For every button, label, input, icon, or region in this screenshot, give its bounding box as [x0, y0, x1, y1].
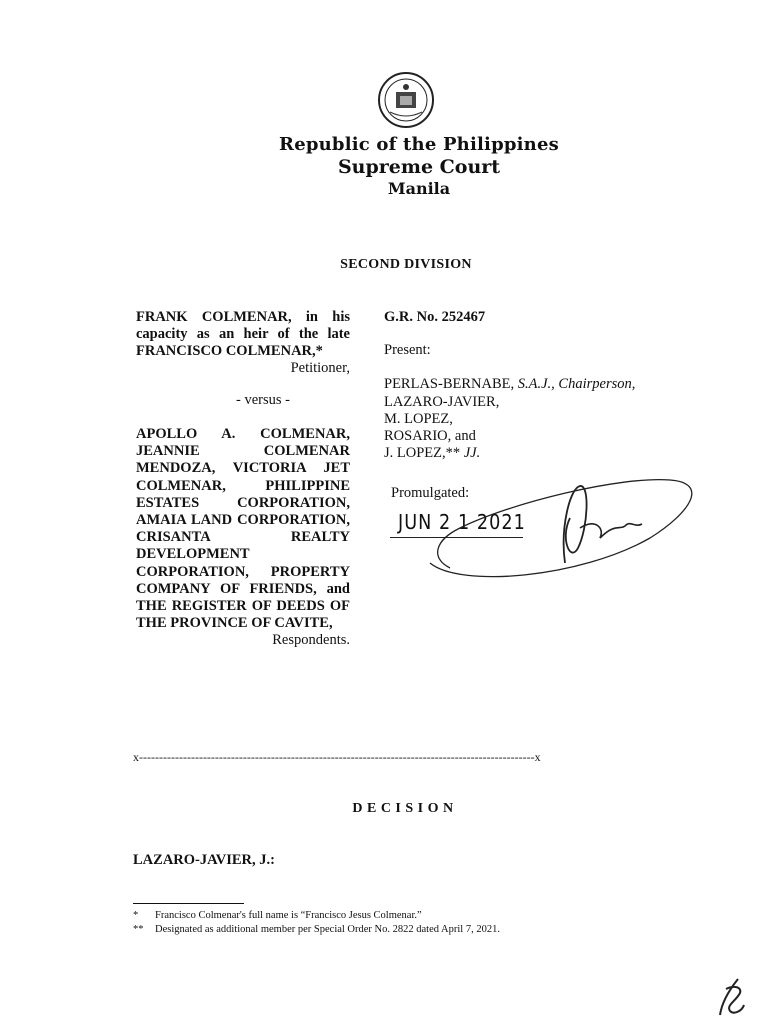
- footnote-mark: **: [133, 924, 144, 935]
- decision-title: DECISION: [352, 801, 458, 816]
- present-label: Present:: [384, 342, 431, 359]
- handwritten-initial-icon: [712, 975, 752, 1019]
- footnote-text: Designated as additional member per Special Order No. 2822 dated April 7, 2021.: [155, 924, 500, 935]
- petitioner-role: Petitioner,: [290, 360, 350, 376]
- bench-member: PERLAS-BERNABE, S.A.J., Chairperson,: [384, 376, 636, 393]
- header-supreme-court: Supreme Court: [337, 156, 501, 178]
- bench-member: ROSARIO, and: [384, 428, 476, 445]
- caption-separator: x---------------------------------------------------------------------------------------------------x: [133, 750, 541, 764]
- supreme-court-seal-icon: [376, 70, 436, 130]
- header-republic: Republic of the Philippines: [279, 134, 559, 155]
- clerk-signature-icon: [420, 468, 710, 598]
- gr-number: G.R. No. 252467: [384, 309, 486, 325]
- respondents-text: APOLLO A. COLMENAR, JEANNIE COLMENAR MENDOZA, VICTORIA JET COLMENAR, PHILIPPINE ESTATES CORPORATION, AMAIA LAND CORPORATION, CRISANTA REALTY DEVELOPMENT CORPORATION, PROPERTY COMPANY OF FRIENDS, and THE REGISTER OF DEEDS OF THE PROVINCE OF CAVITE,: [136, 426, 350, 632]
- footnote-rule: [133, 903, 244, 904]
- footnote-mark: *: [133, 910, 139, 921]
- promulgated-date-stamp: JUN 2 1 2021: [398, 510, 526, 534]
- versus-label: - versus -: [236, 392, 290, 408]
- division-title: SECOND DIVISION: [340, 257, 472, 272]
- header-manila: Manila: [387, 179, 451, 198]
- bench-member: M. LOPEZ,: [384, 410, 453, 427]
- promulgated-label: Promulgated:: [391, 485, 470, 501]
- ponente: LAZARO-JAVIER, J.:: [133, 852, 275, 868]
- bench-member: LAZARO-JAVIER,: [384, 393, 500, 410]
- footnote-2: [133, 923, 500, 936]
- petitioner-text: FRANK COLMENAR, in his capacity as an heir of the late FRANCISCO COLMENAR,*: [136, 309, 350, 359]
- footnote-1: [133, 909, 422, 922]
- footnote-text: Francisco Colmenar's full name is “Francisco Jesus Colmenar.”: [155, 910, 422, 921]
- case-details: [384, 309, 714, 462]
- respondents-role: Respondents.: [272, 632, 350, 649]
- bench-member: J. LOPEZ,** JJ.: [384, 445, 481, 462]
- case-caption: [136, 309, 350, 649]
- bench-list: [384, 376, 714, 462]
